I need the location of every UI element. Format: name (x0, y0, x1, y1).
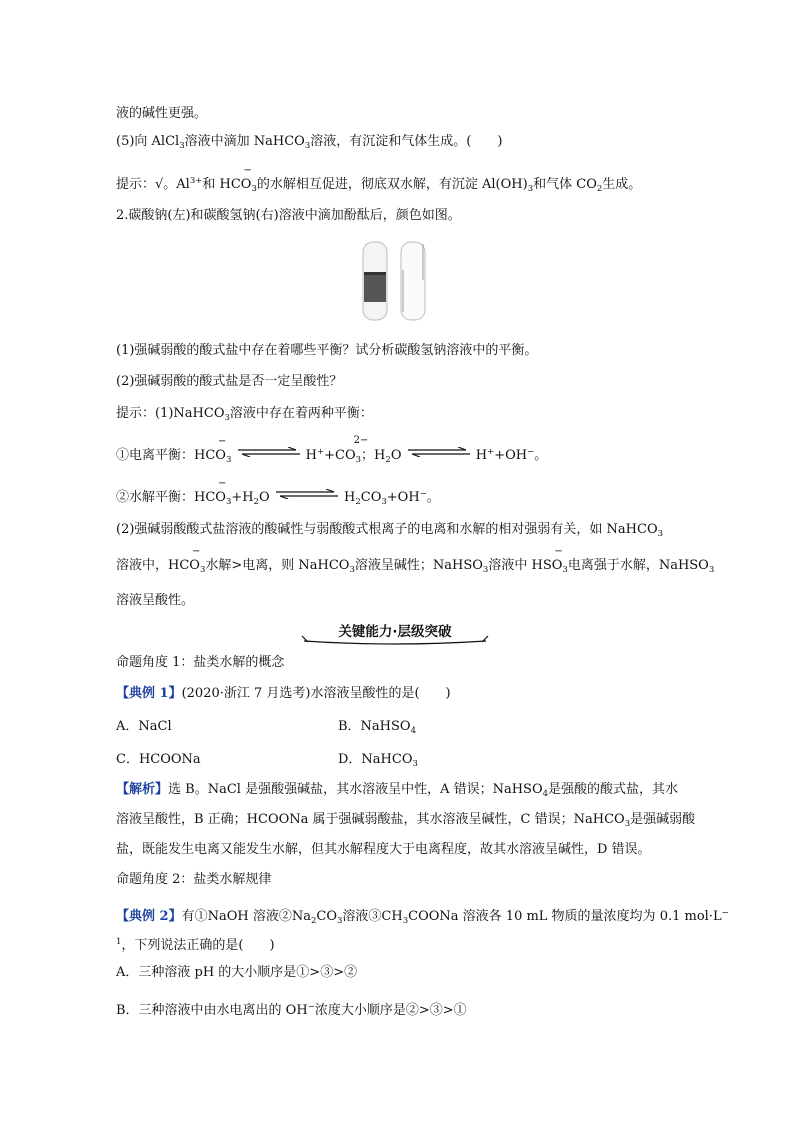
topic-angle-2: 命题角度 2：盐类水解规律 (116, 872, 272, 887)
question-2: 2.碳酸钠(左)和碳酸氢钠(右)溶液中滴加酚酞后，颜色如图。 (116, 208, 461, 223)
topic-angle-1: 命题角度 1：盐类水解的概念 (116, 655, 285, 670)
text-line: $^1$，下列说法正确的是( ) (116, 937, 275, 953)
hint-5: 提示：√。$Al^{3+}$和 HCO − $_3$的水解相互促进，彻底双水解，有沉淀 $Al(OH)_3$和气体 $CO_2$生成。 (116, 165, 642, 194)
analysis-1: 【解析】选 B。NaCl 是强酸强碱盐，其水溶液呈中性，A 错误；NaHSO$_4$是强酸的酸式盐，其水 (116, 782, 679, 799)
equilibrium-arrow-icon (408, 447, 470, 457)
section-heading: 关键能力·层级突破 (300, 620, 490, 646)
test-tubes-figure (355, 240, 435, 325)
ionization-equilibrium: ①电离平衡：HCO − $_3$ H++CO 2− $_3$；$H_2O$ H++OH−。 (116, 435, 548, 465)
question-2-2: (2)强碱弱酸的酸式盐是否一定呈酸性？ (116, 374, 343, 389)
question-5: (5)向 AlCl$_3$溶液中滴加 NaHCO$_3$溶液，有沉淀和气体生成。( ) (116, 134, 503, 151)
hydrolysis-equilibrium: ②水解平衡：HCO − $_3+H_2O$ $H_2CO_3+OH^-$。 (116, 478, 440, 507)
option-b: B．三种溶液中由水电离出的 OH−浓度大小顺序是②>③>① (116, 1002, 467, 1018)
text-line: 盐，既能发生电离又能发生水解，但其水解程度大于电离程度，故其水溶液呈碱性，D 错误。 (116, 842, 651, 857)
text-line: 溶液呈酸性，B 正确；HCOONa 属于强碱弱酸盐，其水溶液呈碱性，C 错误；NaHCO$_3$是强碱弱酸 (116, 812, 696, 829)
example-2: 【典例 2】有①NaOH 溶液$②Na_2CO_3$溶液$③CH_3COONa$ 溶液各 10 mL 物质的量浓度均为 0.1 mol·L− (116, 908, 729, 926)
options-row-cd: C．HCOONa D．NaHCO$_3$ (116, 752, 418, 769)
options-row-ab: A．NaCl B．NaHSO$_4$ (116, 719, 417, 736)
text-line: 溶液呈酸性。 (116, 593, 195, 608)
question-2-1: (1)强碱弱酸的酸式盐中存在着哪些平衡？试分析碳酸氢钠溶液中的平衡。 (116, 343, 538, 358)
option-a: A．三种溶液 pH 的大小顺序是①>③>② (116, 965, 358, 980)
hint-2-2: (2)强碱弱酸酸式盐溶液的酸碱性与弱酸酸式根离子的电离和水解的相对强弱有关，如 NaHCO$_3$ (116, 522, 664, 539)
text-line: 液的碱性更强。 (116, 106, 208, 121)
equilibrium-arrow-icon (238, 447, 300, 457)
text-line: 溶液中，HCO − $_3$水解>电离，则 NaHCO$_3$溶液呈碱性；NaHSO$_3$溶液中 HSO − $_3$电离强于水解，NaHSO$_3$ (116, 546, 715, 575)
equilibrium-arrow-icon (276, 489, 338, 499)
example-1: 【典例 1】(2020·浙江 7 月选考)水溶液呈酸性的是( ) (116, 686, 451, 701)
hint-2: 提示：(1)NaHCO$_3$溶液中存在着两种平衡： (116, 406, 373, 423)
